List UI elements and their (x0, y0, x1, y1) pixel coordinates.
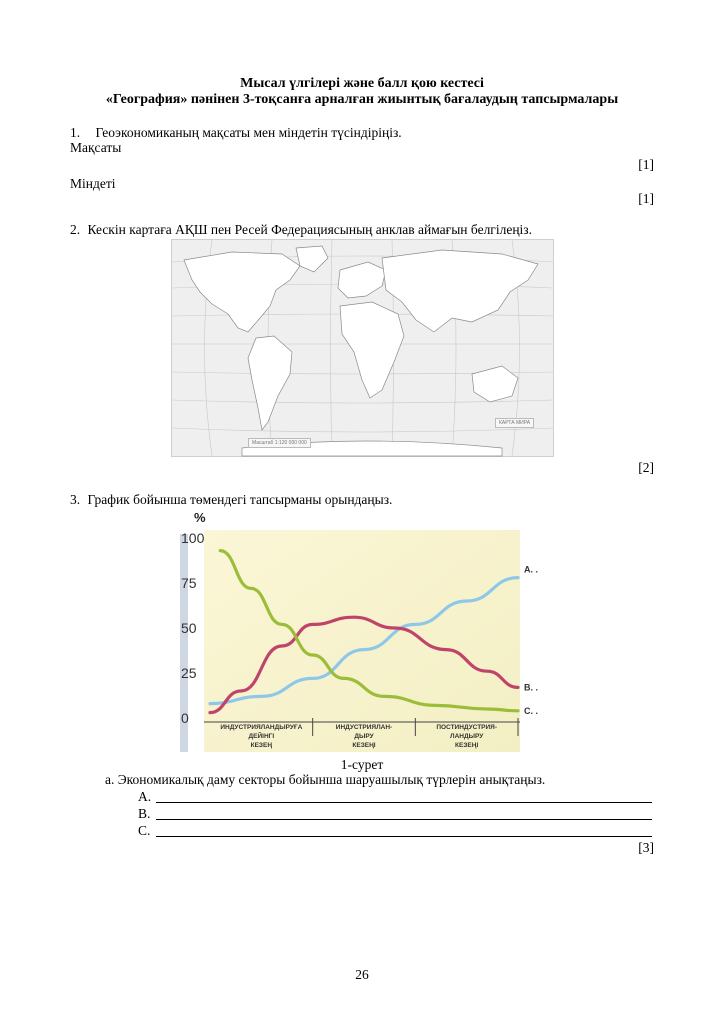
task1-goal-mark: [1] (638, 157, 654, 172)
line-chart (180, 510, 539, 752)
task1-number: 1. (70, 125, 81, 140)
answer-a-line[interactable] (156, 789, 652, 803)
map-title-tag: КАРТА МИРА (495, 418, 534, 428)
x-category-label: ИНДУСТРИЯЛАНДЫРУҒА ДЕЙІНГІ КЕЗЕҢ (220, 724, 303, 749)
task3-question (70, 492, 392, 508)
map-scale-tag: Масштаб 1:120 000 000 (248, 438, 311, 448)
y-tick-label: 25 (181, 665, 197, 681)
y-axis-label: % (194, 510, 206, 525)
task2-text: Кескін картаға АҚШ пен Ресей Федерациясының анклав аймағын белгілеңіз. (87, 222, 533, 237)
task2-question (70, 222, 532, 238)
task2-number: 2. (70, 222, 81, 237)
y-tick-label: 50 (181, 620, 197, 636)
task1-goal-label: Мақсаты (70, 140, 122, 155)
y-tick-label: 100 (181, 530, 205, 546)
x-category-label: ПОСТИНДУСТРИЯ-ЛАНДЫРУ КЕЗЕҢІ (436, 724, 498, 749)
world-outline-map (171, 239, 554, 457)
y-tick-label: 0 (181, 710, 189, 726)
answer-c-label: C. (138, 823, 151, 838)
task1-duty-label: Міндеті (70, 176, 116, 191)
task1-duty-mark: [1] (638, 191, 654, 206)
page-number: 26 (355, 967, 369, 982)
title-line-2: «География» пәнінен 3-тоқсанға арналған жиынтық бағалаудың тапсырмалары (105, 92, 619, 107)
x-category-label: ИНДУСТРИЯЛАН-ДЫРУ КЕЗЕҢІ (335, 724, 393, 749)
answer-b-label: B. (138, 806, 151, 821)
title-line-1: Мысал үлгілері және балл қою кестесі (240, 76, 484, 91)
task3-mark: [3] (638, 840, 654, 855)
line-chart-svg (180, 510, 539, 752)
y-tick-label: 75 (181, 575, 197, 591)
figure-caption: 1-сурет (340, 757, 384, 772)
answer-c-line[interactable] (156, 823, 652, 837)
task1-question (70, 125, 402, 141)
task2-mark: [2] (638, 460, 654, 475)
series-label-0: A. . (524, 564, 539, 575)
task1-text: Геоэкономиканың мақсаты мен міндетін түсіндіріңіз. (95, 125, 402, 140)
plot-background (204, 530, 520, 752)
answer-a-label: A. (138, 789, 152, 804)
task3-sub-a: a. Экономикалық даму секторы бойынша шаруашылық түрлерін анықтаңыз. (105, 772, 546, 787)
series-label-1: B. . (524, 682, 539, 693)
task3-text: График бойынша төмендегі тапсырманы орындаңыз. (87, 492, 393, 507)
series-label-2: C. . (524, 705, 539, 716)
answer-b-line[interactable] (156, 806, 652, 820)
task3-number: 3. (70, 492, 81, 507)
